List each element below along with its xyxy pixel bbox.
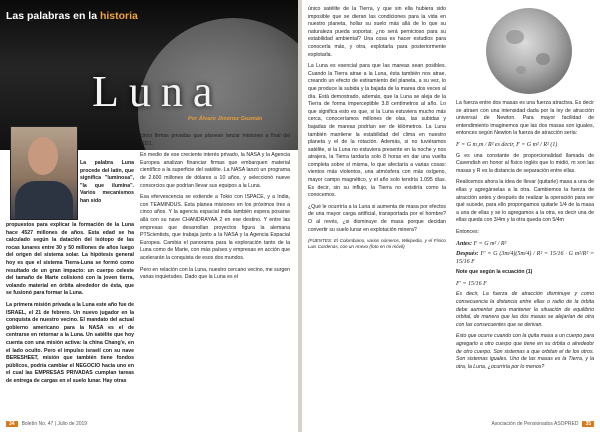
series-title: Las palabras en la historia — [6, 10, 138, 22]
right-column-1: único satélite de la Tierra, y que sin ella hubiera sido imposible que se dieran las condiciones para la vida en nuestro planeta, hollar su suelo más allá de lo que su naturaleza pueda soportar, ¿no será pernicioso para su estabilidad ambiental? Una cosa es hacer estudios para conocerla más, y otra, explotarla para posteriormente explotarla. La Luna es esencial para que las mareas sean posibles. Cuando la Tierra atrae a la Luna, ésta también nos atrae, creando un efecto de estiramiento del planeta, a su vez, lo que produce la subida y la bajada de la marea dos veces al día. Está demostrado, además, que la Luna se aleja de la Tierra de forma imperceptible 3.8 centímetros al año. Lo que significa esto es que, si la Luna estuviera mucho más cerca, conoceríamos millones de olas, las subidas y bajadas de mareas podrían ser de kilómetros. La Luna también mantiene la estabilidad del clima en nuestro planeta y el de la rotación. Además, si no tuviéramos satélite, si la Luna no estuviera presente en la noche y nos atrajera, la Tierra tardaría solo 8 horas en dar una vuelta completa sobre sí misma, lo que afectaría a varias cosas: vientos más violentos, una atmósfera con más oxígeno, mayor campo magnético, y el año solo tendría 1.095 días. Es decir, sin su influjo, la Tierra no existiría como la conocemos. ¿Qué le ocurriría a la Luna si aumenta de masa por efectos de una mayor carga artificial, transportada por el hombre? O al revés, ¿si disminuye de masa porque decidan convertir su suelo lunar en explotación minera? (FUENTES: El Colombiano, varios números, Wikipedia, y el Físico Luis Cardenas, con un Anexo (foto en mi móvil) — [308, 6, 446, 250]
page-number: 34 — [6, 421, 18, 427]
right-footer: Asociación de Pensionados ASOPRED 35 — [491, 419, 594, 428]
formula-final: F' = 15/16 F — [456, 280, 487, 287]
right-column-2: La fuerza entre dos masas es una fuerza atractiva. Es decir se atraen con una intensidad dada por la ley de atracción universal de Newton. Para mayor facilidad de entendimiento imaginemos que las dos masas son iguales, entonces según Newton la fuerza de atracción sería: F = G m₁m / R² es decir, F = G m² / R² (1) G es una constante de proporcionalidad llamada de Cavendish en honor al físico inglés que lo midió, m son las masas y R es la distancia de separación entre ellas. Realicemos ahora la idea de llevar (quitarle) masa a una de ellas y agregárselas a la otra. Cambiemos la fuerza de atracción antes y después de realizar la operación para ver qué sucede, para ello propongamos quitarle 1/4 de la masa a una de ellas y se lo agregamos a la otra, es decir una de ellas queda con 3/4m y la otra queda con 5/4m Entonces: Antes: F = G m² / R² Después: F' = G (3m/4)(5m/4) / R² = 15/16 · G m²/R² = 15/16 F Note que según la ecuación (1) F' = 15/16 F Es decir, La fuerza de atracción disminuye y como consecuencia la distancia entre ellas o radio de la órbita debe aumentar para mantener la situación de equilibrio orbital, de manera que las dos masas se alejarían de otra con las consecuentes que se derivan. Esto que ocurre cuando con la quita masa a un cuerpo para agregarlo a otro cuerpo que tiene en su órbita o alrededor de otro cuerpo. Son sistemas a que orbitan el de los otros. Son sistemas iguales. Uno de las masas es la Tierra, y la otra, la Luna, ¿ocurriría por lo menos? — [456, 100, 594, 370]
page-number: 35 — [582, 421, 594, 427]
moon-photo — [486, 8, 572, 94]
sources: (FUENTES: El Colombiano, varios números, Wikipedia, y el Físico Luis Cardenas, con un Anexo (foto en mi móvil) — [308, 238, 446, 250]
formula-antes: F = G m² / R² — [473, 240, 507, 247]
left-footer: 34 Boletín No. 47 | Julio de 2019 — [6, 419, 87, 428]
left-column: propuestos para explicar la formación de la Luna hace 4527 millones de años. Esta edad se ha calculado según la datación del isótopo de las rocas lunares entre 30 y 50 millones de años luego del origen del sistema solar. La hipótesis general hoy es que el sistema Tierra-Luna se formó como resultado de un gran impacto: un cuerpo celeste del tamaño de Marte colisionó con la joven tierra, volando material en órbita alrededor de ésta, que se fusionó para formar la Luna. La primera misión privada a la Luna este año fue de ISRAEL, el 21 de febrero. Un nuevo jugador en la conquista de nuestro vecino. El mandato del actual gobierno americano para la NASA es el de centrarse en retornar a la Luna. Un satélite que hoy cuenta con una misión activa: la china Chang'e, en el lado oculto. Pero el impulso israelí con su nave BERESHEET, misión que también tiene fondos públicos, podría cambiar el NEGOCIO hacia uno en el cual las EMPRESAS PRIVADAS cumplan tareas de entrega de cargas en el suelo lunar. Hay otras — [6, 222, 134, 384]
formula-1: F = G m₁m / R² es decir, F = G m² / R² (1) — [456, 141, 558, 148]
left-page — [0, 0, 298, 432]
author-byline: Por Álvaro Jiménez Guzmán — [188, 116, 263, 122]
formula-despues: F' = G (3m/4)(5m/4) / R² = 15/16 · G m²/R² = 15/16 F — [456, 251, 594, 265]
middle-column: cinco firmas privadas que planean lanzar misiones a final del 2021. En medio de ese creciente interés privado, la NASA y la Agencia Europea analizan financiar firmas que embarquen material científico a la superficie del satélite. La NASA lanzó un programa de 2.600 millones de dólares a 10 años, y seleccionó nueve consorcios que podrían llevar sus equipos a la Luna. Esa efervescencia se extiende a Tokio con ISPACE, y a India, con TEAMINDUS. Esta planea misiones en los próximos tres a cinco años. Y la agencia espacial india también espera posarse allá con su nave CHANDRAYAA 2 en ese destino. Y entre las empresas que desarrollan proyectos figura la alemana PTScientists, que trabaja junto a la NASA y la Agencia Espacial Europea. Cambia el panorama para la exploración tanto de la Luna como de Marte, con más países y empresas en acción que acelerarán la conquista de esos dos mundos. Pero en relación con la Luna, nuestro cercano vecino, me surgen varias inquietudes. Dado que la Luna es el — [140, 133, 290, 281]
article-title: Luna — [92, 67, 223, 116]
author-photo — [10, 126, 78, 220]
right-page — [302, 0, 600, 432]
intro-paragraph: La palabra Luna procede del latín, que significa "luminosa", "la que ilumina". Varios mecanismos han sido — [80, 160, 134, 204]
